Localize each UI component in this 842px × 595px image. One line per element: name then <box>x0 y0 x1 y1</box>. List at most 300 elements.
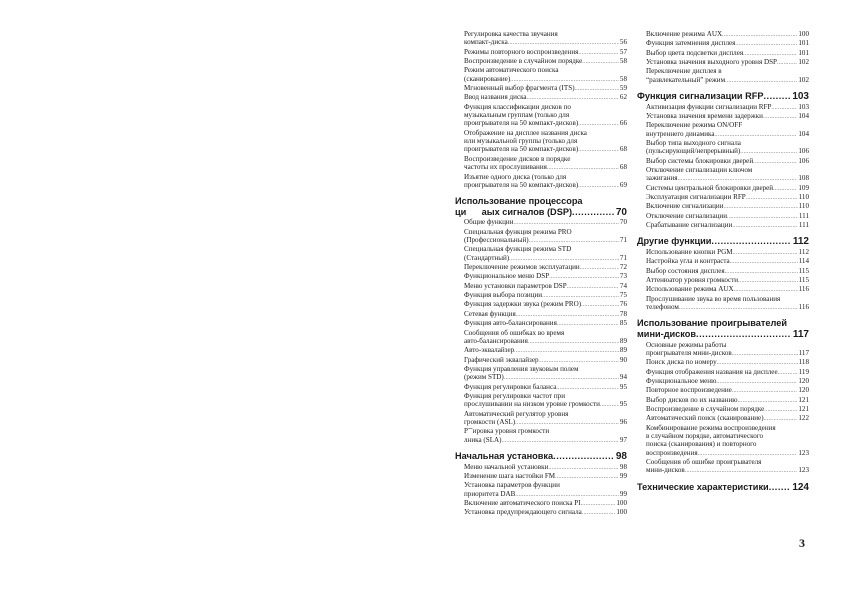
entry-title: Меню начальной установки <box>464 462 549 471</box>
page-ref: 106 <box>798 147 809 156</box>
toc-entry <box>455 329 627 337</box>
entry-title: Ввод названия диска <box>464 93 527 102</box>
leader-dots <box>539 357 619 365</box>
toc-entry <box>637 424 809 432</box>
toc-entry <box>455 163 627 172</box>
entry-title: Изменение шага настойки FM <box>464 471 556 480</box>
leader-dots <box>743 50 797 58</box>
entry-title: воспроизведения <box>646 448 698 457</box>
leader-dots <box>730 258 798 266</box>
page-ref: 95 <box>619 400 627 409</box>
leader-dots <box>514 347 619 355</box>
toc-entry <box>455 365 627 373</box>
toc-entry <box>637 396 809 405</box>
entry-title: Меню установки параметров DSP <box>464 281 567 290</box>
leader-dots <box>578 49 619 57</box>
page-ref: 95 <box>619 382 627 391</box>
leader-dots <box>771 104 797 112</box>
entry-title: мини-дисков <box>646 466 685 475</box>
leader-dots <box>734 286 798 294</box>
leader-dots <box>679 304 798 312</box>
page-ref: 96 <box>619 417 627 426</box>
toc-entry <box>455 427 627 435</box>
toc-entry <box>637 303 809 312</box>
entry-title: Функция управления звуковым полем <box>464 364 579 373</box>
toc-entry <box>455 30 627 38</box>
page-ref: 56 <box>619 38 627 47</box>
toc-entry <box>455 410 627 418</box>
page-ref: 116 <box>798 285 809 294</box>
leader-dots <box>580 264 619 272</box>
toc-entry <box>637 285 809 294</box>
entry-title: Выбор системы блокировки дверей <box>646 156 754 165</box>
entry-title: Р˜˜ировка уровня громкости <box>464 427 550 436</box>
entry-title: Выбор состояния дисплея <box>646 266 725 275</box>
page-ref: 120 <box>798 377 809 386</box>
toc-section-heading <box>455 451 627 463</box>
entry-title: Переключение режима ON/OFF <box>646 121 743 130</box>
toc-section-heading <box>455 207 627 219</box>
toc-entry <box>637 368 809 377</box>
page-ref: 78 <box>619 309 627 318</box>
page-ref: 110 <box>798 193 809 202</box>
toc-section-heading <box>637 236 809 248</box>
leader-dots <box>698 450 798 458</box>
toc-entry <box>455 319 627 328</box>
leader-dots <box>732 222 798 230</box>
toc-entry <box>455 356 627 365</box>
toc-entry <box>637 377 809 386</box>
entry-title: Включение режима AUX <box>646 30 723 38</box>
toc-entry <box>637 174 809 183</box>
leader-dots <box>733 249 798 257</box>
leader-dots <box>529 237 619 245</box>
page-ref: 70 <box>615 206 627 218</box>
toc-entry <box>637 257 809 266</box>
page-ref: 57 <box>619 47 627 56</box>
page-ref: 71 <box>619 253 627 262</box>
entry-title: Срабатывание сигнализации <box>646 221 733 230</box>
toc-section-heading <box>637 482 809 494</box>
toc-entry <box>637 405 809 414</box>
toc-entry <box>455 481 627 489</box>
toc-entry <box>455 38 627 47</box>
leader-dots <box>773 185 797 193</box>
page-ref: 90 <box>619 355 627 364</box>
section-title: Использование проигрывателей <box>637 318 788 329</box>
toc-entry <box>455 346 627 355</box>
leader-dots <box>504 374 619 382</box>
page-ref: 104 <box>798 129 809 138</box>
toc-entry <box>455 508 627 517</box>
page-ref: 106 <box>798 156 809 165</box>
toc-entry <box>637 193 809 202</box>
page-ref: 102 <box>798 75 809 84</box>
entry-title: Поиск диска по номеру <box>646 358 717 367</box>
entry-title: Функция классификации дисков по <box>464 102 571 111</box>
entry-title: Системы центральной блокировки дверей <box>646 183 774 192</box>
toc-entry <box>637 202 809 211</box>
toc-entry <box>637 103 809 112</box>
page-ref: 112 <box>798 248 809 257</box>
entry-title: Воспроизведение дисков в порядке <box>464 154 571 163</box>
leader-dots <box>527 94 619 102</box>
page-ref: 70 <box>619 218 627 227</box>
entry-title: Отключение сигнализации ключом <box>646 166 753 175</box>
leader-dots <box>557 320 619 328</box>
toc-entry <box>637 67 809 75</box>
toc-entry <box>455 155 627 163</box>
leader-dots <box>685 467 798 475</box>
entry-title: Функция задержки звука (режим PRO) <box>464 300 582 309</box>
entry-title: проигрывателя на 50 компакт-дисков) <box>464 180 579 189</box>
entry-title: частоты их прослушивания <box>464 163 547 172</box>
page-ref: 75 <box>619 291 627 300</box>
leader-dots <box>715 131 798 139</box>
entry-title: Регулировка качества звучания <box>464 30 558 38</box>
toc-entry <box>455 463 627 472</box>
page-ref: 101 <box>798 39 809 48</box>
entry-title: Повторное воспроизведение <box>646 386 732 395</box>
entry-title: (Профессиональный) <box>464 236 529 245</box>
entry-title: Функция затемнения дисплея <box>646 39 736 48</box>
leader-dots <box>732 350 798 358</box>
toc-entry <box>455 499 627 508</box>
toc-entry <box>455 236 627 245</box>
entry-title: компакт-диска <box>464 38 508 47</box>
page-ref: 120 <box>798 386 809 395</box>
toc-entry <box>455 145 627 154</box>
page-ref: 111 <box>798 221 809 230</box>
entry-title: Авто-эквалайзер <box>464 346 515 355</box>
page-ref: 97 <box>619 435 627 444</box>
entry-title: Активизация функции сигнализации RFP <box>646 102 772 111</box>
leader-dots <box>738 397 798 405</box>
toc-entry <box>637 147 809 156</box>
page-ref: 100 <box>616 508 627 517</box>
toc-entry <box>637 440 809 448</box>
leader-dots <box>696 329 791 340</box>
toc-entry <box>455 337 627 346</box>
entry-title: Сетевая функция <box>464 309 516 318</box>
entry-title: (пульсирующий/непрерывный) <box>646 147 741 156</box>
toc-entry <box>637 166 809 174</box>
toc-entry <box>455 436 627 445</box>
entry-title: Мгновенный выбор фрагмента (ITS) <box>464 84 575 93</box>
toc-entry <box>455 119 627 128</box>
entry-title: Установка параметров функции <box>464 481 560 490</box>
page-ref: 123 <box>798 466 809 475</box>
entry-title: Функция авто-балансирования <box>464 319 557 328</box>
entry-title: зажигания <box>646 174 678 183</box>
leader-dots <box>746 194 798 202</box>
entry-title: Функция выбора позиции <box>464 291 543 300</box>
entry-title: Изъятие одного диска (только для <box>464 172 567 181</box>
toc-entry <box>455 173 627 181</box>
leader-dots <box>516 311 619 319</box>
toc-entry <box>637 386 809 395</box>
page-ref: 124 <box>792 481 809 493</box>
entry-title: Функциональное меню <box>646 377 717 386</box>
entry-title: Сообщения об ошибке проигрывателя <box>646 458 762 467</box>
leader-dots <box>510 76 619 84</box>
page-ref: 58 <box>619 74 627 83</box>
entry-title: Включение автоматического поиска PI <box>464 498 581 507</box>
toc-entry <box>455 254 627 263</box>
page-ref: 123 <box>798 448 809 457</box>
toc-entry <box>637 157 809 166</box>
leader-dots <box>727 213 798 221</box>
entry-title: Эксплуатация сигнализации RFP <box>646 193 746 202</box>
toc-entry <box>455 181 627 190</box>
toc-entry <box>455 418 627 427</box>
entry-title: Переключение дисплея в <box>646 67 722 76</box>
toc-entry <box>637 458 809 466</box>
page-number: 3 <box>799 536 805 550</box>
toc-entry <box>637 267 809 276</box>
entry-title: Автоматический регулятор уровня <box>464 409 569 418</box>
toc-entry <box>637 58 809 67</box>
leader-dots <box>578 182 619 190</box>
section-title: Функция сигнализации RFP <box>637 91 764 102</box>
leader-dots <box>711 236 790 247</box>
toc-entry <box>455 48 627 57</box>
leader-dots <box>763 91 790 102</box>
entry-title: (Стандартный) <box>464 253 510 262</box>
page-ref: 119 <box>798 367 809 376</box>
toc-right-column <box>637 30 809 493</box>
toc-entry <box>455 291 627 300</box>
page-ref: 69 <box>619 180 627 189</box>
entry-title: Комбинирование режима воспроизведения <box>646 423 776 432</box>
section-title: Другие функции <box>637 236 712 247</box>
entry-title: Отключение сигнализации <box>646 211 728 220</box>
toc-entry <box>637 295 809 303</box>
page-ref: 101 <box>798 48 809 57</box>
entry-title: музыкальным группам (только для <box>464 111 570 120</box>
entry-title: Использование режима AUX <box>646 285 734 294</box>
page-ref: 73 <box>619 272 627 281</box>
leader-dots <box>502 437 619 445</box>
entry-title: авто-балансирования <box>464 336 528 345</box>
section-title: Начальная установка <box>455 450 554 461</box>
page-ref: 71 <box>619 236 627 245</box>
toc-section-heading <box>637 329 809 341</box>
leader-dots <box>547 164 619 172</box>
page-ref: 103 <box>792 91 809 103</box>
entry-title: Настройка угла и контраста <box>646 257 730 266</box>
page-ref: 114 <box>798 257 809 266</box>
toc-entry <box>637 212 809 221</box>
entry-title: Специальная функция режима STD <box>464 245 572 254</box>
toc-entry <box>455 490 627 499</box>
page-ref: 100 <box>798 30 809 38</box>
toc-entry <box>455 472 627 481</box>
page-ref: 68 <box>619 163 627 172</box>
entry-title: Использование кнопки PGM <box>646 248 733 257</box>
page-ref: 121 <box>798 405 809 414</box>
toc-entry <box>455 103 627 111</box>
leader-dots <box>528 338 619 346</box>
toc-entry <box>637 248 809 257</box>
page-ref: 109 <box>798 183 809 192</box>
page-ref: 74 <box>619 281 627 290</box>
leader-dots <box>578 146 619 154</box>
page-ref: 108 <box>798 174 809 183</box>
toc-entry <box>455 111 627 119</box>
page-ref: 99 <box>619 471 627 480</box>
toc-section-heading <box>455 196 627 207</box>
toc-entry <box>455 392 627 400</box>
toc-section-heading <box>637 91 809 103</box>
leader-dots <box>515 491 619 499</box>
entry-title: (режим STD) <box>464 373 504 382</box>
toc-entry <box>455 245 627 253</box>
toc-entry <box>455 75 627 84</box>
leader-dots <box>542 292 619 300</box>
toc-entry <box>637 49 809 58</box>
entry-title: Отображение на дисплее названия диска <box>464 128 587 137</box>
leader-dots <box>725 268 798 276</box>
page-ref: 121 <box>798 395 809 404</box>
entry-title: проигрывателя мини-дисков <box>646 349 732 357</box>
entry-title: Автоматический поиск (сканирование) <box>646 414 764 423</box>
toc-entry <box>455 57 627 66</box>
leader-dots <box>600 401 619 409</box>
entry-title: Функциональное меню DSP <box>464 272 550 281</box>
entry-title: прослушивании на низком уровне громкости <box>464 400 600 409</box>
entry-title: Переключение режимов эксплуатации <box>464 263 580 272</box>
entry-title: Основные режимы работы <box>646 340 727 349</box>
page-ref: 76 <box>619 300 627 309</box>
leader-dots <box>582 509 616 517</box>
entry-title: Общие функции <box>464 218 514 227</box>
page-ref: 98 <box>615 450 627 462</box>
entry-title: Режимы повторного воспроизведения <box>464 47 579 56</box>
entry-title: Специальная функция режима PRO <box>464 227 572 236</box>
toc-entry <box>455 66 627 74</box>
toc-entry <box>455 282 627 291</box>
entry-title: Включение сигнализации <box>646 202 724 211</box>
page-ref: 85 <box>619 319 627 328</box>
toc-entry <box>455 129 627 137</box>
page-ref: 111 <box>798 211 809 220</box>
entry-title: внутреннего динамика <box>646 129 715 138</box>
leader-dots <box>515 419 619 427</box>
toc-entry <box>455 300 627 309</box>
toc-entry <box>455 400 627 409</box>
page-ref: 62 <box>619 93 627 102</box>
toc-entry <box>637 30 809 39</box>
entry-title: Режим автоматического поиска <box>464 66 559 75</box>
entry-title: проигрывателя на 50 компакт-дисков) <box>464 119 579 128</box>
leader-dots <box>581 301 619 309</box>
leader-dots <box>764 415 798 423</box>
page-ref: 100 <box>616 498 627 507</box>
leader-dots <box>548 464 619 472</box>
toc-entry <box>637 449 809 458</box>
entry-title: Функция отображения названия на дисплее <box>646 367 778 376</box>
entry-title: телефоном <box>646 303 679 312</box>
toc-entry <box>637 276 809 285</box>
page-ref: 102 <box>798 58 809 67</box>
leader-dots <box>572 207 614 218</box>
leader-dots <box>725 77 797 85</box>
toc-left-column <box>455 30 627 518</box>
entry-title: Установка значения выходного уровня DSP <box>646 58 777 67</box>
page-ref: 122 <box>798 414 809 423</box>
entry-title: Функция регулировки баланса <box>464 382 557 391</box>
leader-dots <box>722 31 797 39</box>
page-ref: 118 <box>798 358 809 367</box>
leader-dots <box>578 120 619 128</box>
toc-entry <box>637 358 809 367</box>
toc-entry <box>637 184 809 193</box>
page-ref: 112 <box>792 236 809 248</box>
page-ref: 116 <box>798 303 809 312</box>
page-ref: 115 <box>798 266 809 275</box>
leader-dots <box>777 59 797 67</box>
entry-title: Установка предупреждающего сигнала <box>464 508 582 517</box>
leader-dots <box>556 384 619 392</box>
entry-title: Прослушивание звука во время пользования <box>646 294 781 303</box>
entry-title: Графический эквалайзер <box>464 355 539 364</box>
entry-title: лника (SLA) <box>464 435 502 444</box>
page-ref: 94 <box>619 373 627 382</box>
page-ref: 117 <box>798 349 809 357</box>
toc-entry <box>637 112 809 121</box>
leader-dots <box>753 158 797 166</box>
leader-dots <box>735 40 797 48</box>
toc-section-heading <box>637 318 809 329</box>
leader-dots <box>732 387 798 395</box>
entry-title: Воспроизведение в случайном порядке <box>464 57 583 66</box>
toc-entry <box>455 373 627 382</box>
toc-entry <box>455 137 627 145</box>
entry-title: громкости (ASL) <box>464 417 516 426</box>
toc-entry <box>455 228 627 236</box>
entry-title: проигрывателя на 50 компакт-дисков) <box>464 145 579 154</box>
toc-entry <box>637 432 809 440</box>
leader-dots <box>582 58 619 66</box>
entry-title: (сканирование) <box>464 74 511 83</box>
entry-title: Сообщения об ошибках во время <box>464 328 565 337</box>
leader-dots <box>717 359 798 367</box>
leader-dots <box>549 273 619 281</box>
leader-dots <box>567 283 619 291</box>
toc-entry <box>637 341 809 349</box>
entry-title: Аттенюатор уровня громкости <box>646 276 739 285</box>
toc-entry <box>455 93 627 102</box>
leader-dots <box>716 378 797 386</box>
entry-title: поиска (сканирования) и повторного <box>646 440 757 449</box>
toc-entry <box>455 263 627 272</box>
entry-title: Выбор цвета подсветки дисплея <box>646 48 744 57</box>
toc-entry <box>455 272 627 281</box>
page-ref: 68 <box>619 145 627 154</box>
page-ref: 110 <box>798 202 809 211</box>
page-ref: 66 <box>619 119 627 128</box>
leader-dots <box>581 500 616 508</box>
leader-dots <box>778 369 798 377</box>
page-ref: 115 <box>798 276 809 285</box>
entry-title: Воспроизведение в случайном порядке <box>646 405 765 414</box>
page-ref: 117 <box>792 329 809 341</box>
toc-entry <box>637 466 809 475</box>
leader-dots <box>575 85 619 93</box>
entry-title: “развлекательный” режим <box>646 75 726 84</box>
page-ref: 59 <box>619 84 627 93</box>
